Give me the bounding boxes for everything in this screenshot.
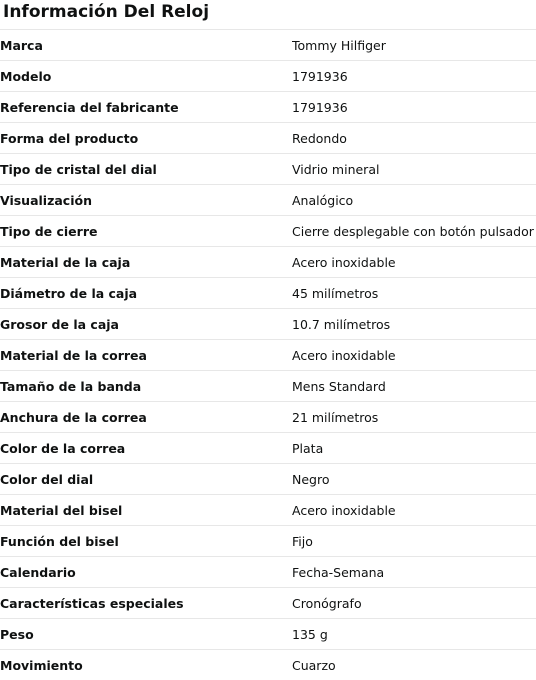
spec-value: Cuarzo bbox=[292, 650, 536, 680]
spec-value: Redondo bbox=[292, 123, 536, 154]
spec-label: Color de la correa bbox=[0, 433, 292, 464]
specs-table-body bbox=[0, 30, 536, 680]
spec-row bbox=[0, 619, 536, 650]
spec-row bbox=[0, 650, 536, 680]
spec-value: Acero inoxidable bbox=[292, 247, 536, 278]
spec-label: Referencia del fabricante bbox=[0, 92, 292, 123]
spec-row bbox=[0, 247, 536, 278]
spec-row bbox=[0, 30, 536, 61]
spec-value: Mens Standard bbox=[292, 371, 536, 402]
spec-label: Anchura de la correa bbox=[0, 402, 292, 433]
spec-value: Fijo bbox=[292, 526, 536, 557]
spec-value: Plata bbox=[292, 433, 536, 464]
spec-row bbox=[0, 588, 536, 619]
spec-label: Grosor de la caja bbox=[0, 309, 292, 340]
spec-row bbox=[0, 216, 536, 247]
spec-label: Color del dial bbox=[0, 464, 292, 495]
spec-label: Material de la correa bbox=[0, 340, 292, 371]
spec-label: Marca bbox=[0, 30, 292, 61]
spec-row bbox=[0, 340, 536, 371]
spec-label: Peso bbox=[0, 619, 292, 650]
spec-value: 1791936 bbox=[292, 92, 536, 123]
spec-row bbox=[0, 154, 536, 185]
spec-row bbox=[0, 61, 536, 92]
spec-value: Negro bbox=[292, 464, 536, 495]
spec-value: 10.7 milímetros bbox=[292, 309, 536, 340]
spec-row bbox=[0, 402, 536, 433]
spec-value: 1791936 bbox=[292, 61, 536, 92]
spec-value: Acero inoxidable bbox=[292, 340, 536, 371]
specs-table bbox=[0, 30, 536, 680]
spec-label: Material de la caja bbox=[0, 247, 292, 278]
spec-row bbox=[0, 495, 536, 526]
spec-row bbox=[0, 92, 536, 123]
spec-row bbox=[0, 526, 536, 557]
spec-value: Cierre desplegable con botón pulsador bbox=[292, 216, 536, 247]
spec-label: Calendario bbox=[0, 557, 292, 588]
spec-value: Fecha-Semana bbox=[292, 557, 536, 588]
spec-label: Diámetro de la caja bbox=[0, 278, 292, 309]
spec-label: Modelo bbox=[0, 61, 292, 92]
spec-value: Vidrio mineral bbox=[292, 154, 536, 185]
spec-value: 45 milímetros bbox=[292, 278, 536, 309]
spec-value: Analógico bbox=[292, 185, 536, 216]
spec-row bbox=[0, 185, 536, 216]
spec-row bbox=[0, 371, 536, 402]
spec-label: Tipo de cristal del dial bbox=[0, 154, 292, 185]
spec-row bbox=[0, 309, 536, 340]
spec-label: Forma del producto bbox=[0, 123, 292, 154]
spec-row bbox=[0, 557, 536, 588]
spec-label: Tipo de cierre bbox=[0, 216, 292, 247]
spec-label: Tamaño de la banda bbox=[0, 371, 292, 402]
spec-label: Movimiento bbox=[0, 650, 292, 680]
spec-value: Acero inoxidable bbox=[292, 495, 536, 526]
spec-label: Visualización bbox=[0, 185, 292, 216]
spec-value: Tommy Hilfiger bbox=[292, 30, 536, 61]
spec-value: Cronógrafo bbox=[292, 588, 536, 619]
spec-label: Características especiales bbox=[0, 588, 292, 619]
spec-value: 135 g bbox=[292, 619, 536, 650]
spec-label: Función del bisel bbox=[0, 526, 292, 557]
spec-row bbox=[0, 433, 536, 464]
spec-value: 21 milímetros bbox=[292, 402, 536, 433]
spec-label: Material del bisel bbox=[0, 495, 292, 526]
spec-row bbox=[0, 278, 536, 309]
spec-row bbox=[0, 123, 536, 154]
spec-row bbox=[0, 464, 536, 495]
section-title: Información Del Reloj bbox=[0, 0, 536, 30]
